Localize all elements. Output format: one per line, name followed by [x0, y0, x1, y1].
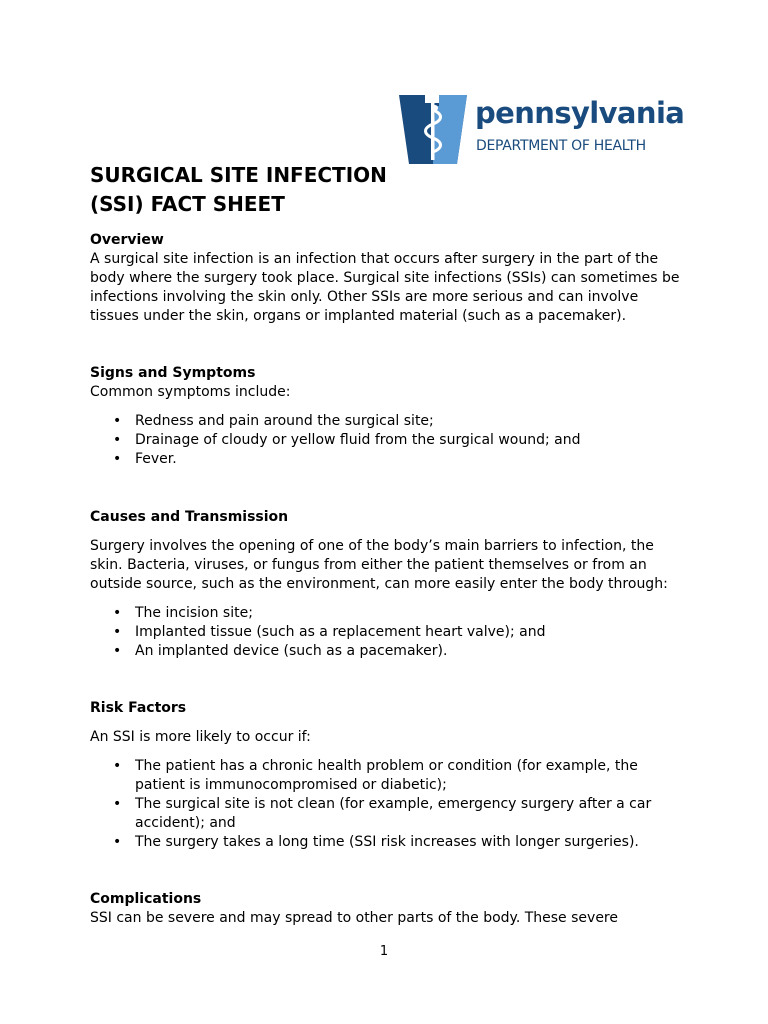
overview-heading: Overview — [90, 232, 164, 248]
title-line-1: SURGICAL SITE INFECTION — [90, 163, 387, 187]
list-item: • The surgical site is not clean (for example, emergency surgery after a car accident); and — [90, 795, 690, 833]
list-item: • Fever. — [90, 450, 690, 469]
keystone-caduceus-icon — [397, 92, 473, 166]
list-item: • The incision site; — [90, 604, 690, 623]
list-item: • Redness and pain around the surgical site; — [90, 412, 690, 431]
logo-department: DEPARTMENT OF HEALTH — [476, 138, 646, 154]
risk-list — [90, 757, 690, 852]
list-item: • Implanted tissue (such as a replacement heart valve); and — [90, 623, 690, 642]
signs-intro: Common symptoms include: — [90, 384, 291, 400]
page-number: 1 — [379, 944, 389, 959]
list-item: • The patient has a chronic health problem or condition (for example, the patient is immunocompromised or diabetic); — [90, 757, 690, 795]
list-item: • Drainage of cloudy or yellow fluid from the surgical wound; and — [90, 431, 690, 450]
causes-heading: Causes and Transmission — [90, 509, 289, 525]
risk-intro: An SSI is more likely to occur if: — [90, 729, 311, 745]
document-body — [90, 161, 690, 928]
logo-wordmark: pennsylvania — [475, 96, 685, 130]
complications-heading: Complications — [90, 891, 202, 907]
signs-list — [90, 412, 690, 469]
list-item: • The surgery takes a long time (SSI risk increases with longer surgeries). — [90, 833, 690, 852]
risk-heading: Risk Factors — [90, 700, 187, 716]
causes-list — [90, 604, 690, 661]
causes-text: Surgery involves the opening of one of the body’s main barriers to infection, the skin. Bacteria, viruses, or fungus from either the patient themselves or from an outside source, such as the environment, can more easily enter the body through: — [90, 538, 668, 592]
list-item: • An implanted device (such as a pacemaker). — [90, 642, 690, 661]
page-title — [90, 161, 690, 219]
complications-text: SSI can be severe and may spread to other parts of the body. These severe — [90, 910, 618, 926]
title-line-2: (SSI) FACT SHEET — [90, 192, 285, 216]
pa-health-logo — [397, 92, 687, 166]
overview-text: A surgical site infection is an infection that occurs after surgery in the part of the body where the surgery took place. Surgical site infections (SSIs) can sometimes be infections involving the skin only. Other SSIs are more serious and can involve tissues under the skin, organs or implanted material (such as a pacemaker). — [90, 251, 680, 324]
signs-heading: Signs and Symptoms — [90, 365, 256, 381]
